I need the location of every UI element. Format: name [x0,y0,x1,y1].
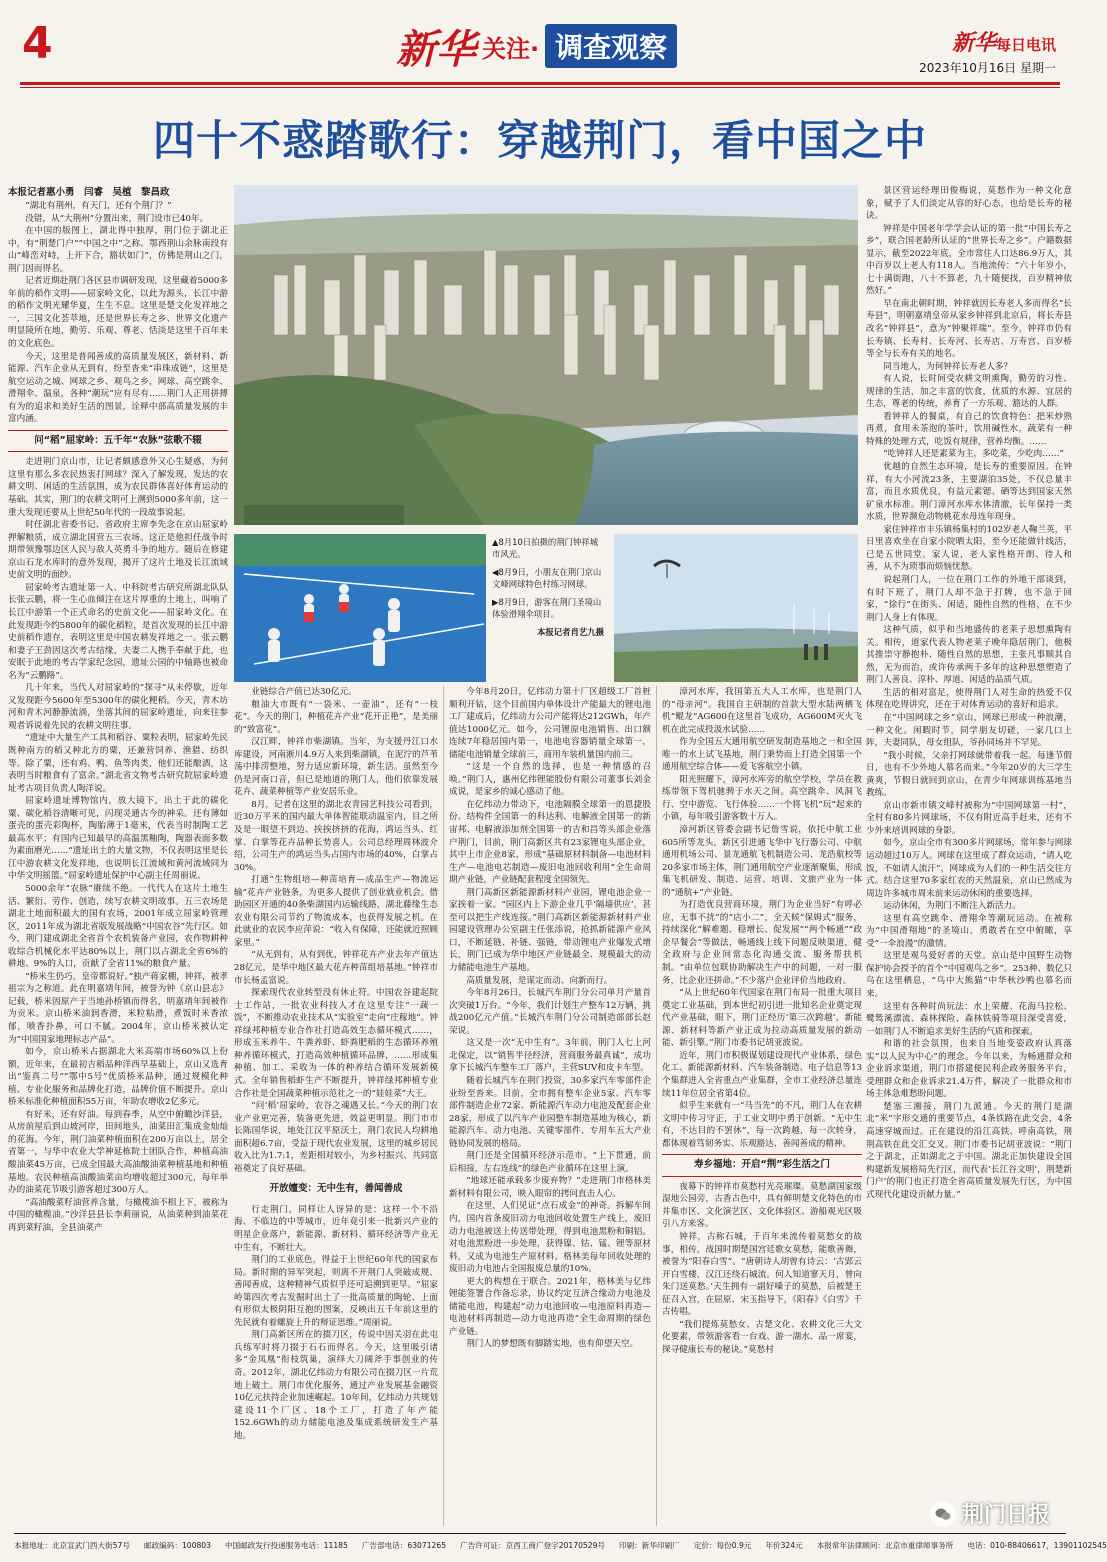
col1-top-paragraphs [8,200,228,426]
col4-bottom-paragraphs [662,1181,862,1357]
paragraph: 如今，京山全市有300多片网球场，常年参与网球运动超过10万人。网球在这里成了群众运动，“请人吃饭，不如请人流汗”，网球成为人们的一种生活交往方式。结合这里70多家红农的天然温泉，京山已然成为周边许多城市周末前来运动休闲的重要选择。 [866,838,1072,899]
paragraph: “高油酸菜籽油营养含量，与橄榄油不相上下，被称为中国的橄榄油。”沙洋县县长李莉丽说，从油菜种到油菜花再到菜籽油，全县油菜产 [8,1197,228,1233]
paragraph: 楚塞三湘接，荆门九派通。今天的荆门是湖北“米”字形交通的重要节点，4条铁路在此交会，4条高速穿城而过。正在建设的沿江高铁、呼南高铁，荆荆高铁在此交汇交叉。荆门市委书记胡亚波说：“荆门之于湖北，正如湖北之于中国。湖北正加快建设全国构建新发展格局先行区，而代表‘长江谷文明’，荆楚新门户’的荆门也正打造全省高质量发展先行区，为中国式现代化建设贡献力量。” [866,1101,1072,1200]
paragraph: 如今，京山桥米占据湖北大米高端市场60%以上份额，近年来，在最初吉稻品种洋西早基础上，京山又选育出“鉴真二号”“鄂中5号”优质桥米品种，通过规模化种植、专业化服务和品牌化打造，品牌价值不断提升。京山桥米标准化种植面积55万亩，年助农增收2亿多元。 [8,1047,228,1108]
col2-bottom-paragraphs [234,1204,438,1442]
brand-logo-text: 新华 [396,25,476,73]
paragraph: 荆门高新区所在的掇刀区，传说中因关羽在此屯兵练军时将刀掇于石石而得名。今天，这里吸引诸多“金凤凰”衔枝筑巢，演绎大刀阔斧手事创业的传奇。2012年，湖北亿纬动力有限公司在掇刀区一片荒地上破土。荆门市优化服务，通过产业发展基金融资10亿元扶持企业加速崛起。10年间，亿纬动力共规划建设11个厂区、18个工厂，打造了年产能152.6GWh的动力储能电池及集成系统研发生产基地。 [234,1330,438,1441]
footer-item: 定价：每份0.9元 [693,1541,752,1550]
paragraph: 这里是观鸟爱好者的天堂。京山是中国野生动物保护协会授予的首个“中国观鸟之乡”。253种、数亿只鸟在这里栖息，“鸟中大熊猫”中华秋沙鸭也慕名而来。 [866,951,1072,999]
paragraph: “吃钟祥人还是素菜为主，多吃菜，少吃肉……” [883,449,1064,460]
paragraph: 似乎生来就有一“马当先”的不凡，荆门人在农耕文明中传习守正，于工业文明中勇于创新。“无中生有，不达目的不罢休”，每一次跨越，每一次转身，都体现着笃韧务实、乐观豁达、善闻善成的精神。 [662,1101,862,1149]
paragraph: 今年8月20日，亿纬动力第十厂区超级工厂首桩顺利开钻，这个目前国内单体设计产能最大的锂电池工厂建成后，亿纬动力公司产能将达212GWh，年产值达1000亿元。如今，公司锂原电池销售、出口额连续7年稳居国内第一，电池电容器销量全球第一，储能电池销量全球前三，商用车装机量国内前三。 [449,687,651,760]
paragraph: 汉江畔，钟祥市柴湖镇。当年，为支援丹江口水库建设，河南淅川4.9万人来到柴湖镇，在泥泞的芦苇荡中排涝整地，努力适应新环境，新生活。虽然至今仍是河南口音，但已是地道的荆门人，他们依靠发展花卉、蔬菜种植等产业安居乐业。 [234,737,438,798]
paragraph: 钟祥是中国老年学学会认证的第一批“中国长寿之乡”，联合国老龄所认证的“世界长寿之乡”。户籍数据显示，截至2022年底，全市常住人口达86.9万人，其中百岁以上老人有118人。当地流传：“六十年岁小，七十满街跑，八十不算老，九十随便找，百岁精神依然好。” [866,223,1072,297]
paragraph: “遗址中大量生产工具和稻谷、粟粒表明，屈家岭先民既种南方的稻又种北方的粟，还兼营饲养、渔猎、纺织等。除了粟，还有鸡、鸭、鱼等肉类，他们还能酿酒，这表明当时粮食有了富余。”湖北省文物考古研究院屈家岭遗址考古项目负责人陶洋说。 [8,733,228,794]
watermark-text: 荆门日报 [961,1503,1050,1528]
paragraph: 粮油大市既有“一袋米、一壶油”，还有“一枝花”。今天的荆门，种植花卉产业“花开正艳”，是美丽的“致富花”。 [234,699,438,735]
col5-paragraphs [866,185,1072,1201]
photo-credit: 本报记者肖艺九摄 [537,627,604,637]
issue-date: 2023年10月16日 星期一 [919,61,1056,75]
paragraph: 荆门还是全国循环经济示范市。“上下贯通，前后相接，左右连线”的绿色产业循环在这里上演。 [449,1151,651,1174]
paragraph: 看钟祥人的餐桌，有自己的饮食特色：把米炒熟再煮，食用未茶泡的茶叶，饮用碱性水，蔬菜有一种特殊的处理方式，吃饭有规律，营养均衡。…… [866,411,1072,447]
paragraph: 荆门的工业底色，得益于上世纪60年代的国家布局。新时期的异军突起，则离不开荆门人突破成规、善闻善成，这种精神气质似乎还可追溯到更早。“屈家岭第四次考古发掘时出土了一批高质量的陶轮、上面有形似太极阴阳互抱的图案，反映出五千年前这里的先民就有着螺旋上升的辩证思维。”周丽说。 [234,1255,438,1328]
source-watermark [930,1498,1050,1529]
paragraph: 这里有各种时尚玩法：水上荣耀、花海马拉松、鹭鸶溪漂流、森林探险、森林铁骑等项目深受喜爱，一如荆门人不断追求美好生活的气质和探索。 [866,1001,1072,1037]
column-divider [656,686,657,1526]
article-headline: 四十不惑踏歌行：穿越荆门，看中国之中 [152,116,927,165]
paragraph: 5000余年“农脉”赓续不绝。一代代人在这片土地生活、繁衍、劳作、创造，续写农耕文明故事。五三农场是湖北土地面积最大的国有农场，2001年成立屈家岭管理区，2011年成为湖北省版发展战略“中国农谷”先行区。如今，荆门建成湖北全省首个农机装备产业园，农作物耕种收综合机械化水平达80%以上，荆门以占湖北全省6%的耕地、9%的人口，贡献了全省11%的粮食产量。 [8,883,228,970]
paragraph: 近年，荆门市积极谋划建设现代产业体系，绿色化工、新能源新材料、汽车装备制造、电子信息等13个集群进入全省重点产业集群，全市工业经济总量连续11年位居全省第4位。 [662,1050,862,1099]
paragraph: 优越的自然生态环境，是长寿的重要原因。在钟祥，有大小河流23条，主要湖泊35处，不仅总量丰富，而且水质优良，有益元素锶、硒等达到国家天然矿泉水标准。荆门漳河水库水体清澈，长年保持一类水质，世界濒危动物桃花水母连年现身。 [866,462,1072,523]
paragraph: “桥米生仍巧，皇帝都说好。”独产蒋家棚，钟祥，被孝祖宗为之称道。此在明嘉靖年间，被誉为钟《京山县志》记载，桥米因原产于当地孙桥镇而得名，明嘉靖年间被作为贡米。京山桥米油润香滑，米粒粘滑，煮饭时米香浓郁，喷香扑鼻，可口不腻。2004年，京山桥米被认定为“中国国家地理标志产品”。 [8,971,228,1045]
footer-info [14,1540,1107,1551]
paragraph: “从上世纪60年代国家在荆门布局一批重大项目奠定工业基础，到本世纪初引进一批知名企业奠定现代产业基础，眼下，荆门正经历‘第三次跨越’，新能源、新材料等新产业正成为拉动高质量发展的新动能、新引擎。”荆门市委书记胡亚波说。 [662,988,862,1049]
paraglide-photo [614,534,858,682]
paragraph: 说起荆门人，一位在荆门工作的外地干部谈到，有时下班了，荆门人却不急于打牌，也不急于回家，“徐行”在街头、闲适，随性自然的性格，在不少荆门人身上有体现。 [866,574,1072,623]
paragraph: “我小时候，父亲打网球就带着我一起。每逢节假日，也有不少外地人慕名而来。”今年20岁的大三学生黄爽，节假日就回到京山，在青少年网球训练基地当教练。 [866,750,1072,799]
header-rule [20,82,1060,85]
paper-name: 新华每日电讯 [951,30,1056,56]
tennis-kids-photo [234,534,486,682]
column-divider [443,686,444,1526]
footer-item: 中国邮政发行投递服务电话：11185 [224,1541,348,1550]
subheading-1: 问“稻”屈家岭：五千年“农脉”弦歌不辍 [8,430,228,453]
paragraph: 更大的构想在于联合。2021年，格林美与亿纬锂能签署合作备忘录，协议约定互济合缘动力电池及储能电池，构建起“动力电池回收—电池原料再造—电池材料再制造—动力电池再造”全生命周期的绿色产业链。 [449,1276,651,1337]
main-city-photo [234,185,858,525]
paragraph: 高质量发展，是谋定而动、向新而行。 [466,975,613,986]
paragraph: 同当地人，为何钟祥长寿老人多？ [883,361,1013,372]
paragraph: 阳光照耀下，漳河水库旁的航空学校，学员在教练带领下驾机驰骋于水天之间。高空跳伞、风洞飞行、空中游览、飞行体验……一个将飞机“玩”起来的小镇，每年吸引游客数十万人。 [662,774,862,823]
paragraph: 这里有高空跳伞、滑翔伞等潮玩运动。在被称为“中国滑翔地”的圣境山，勇敢者在空中俯瞰，享受“一伞浪漫”的激情。 [866,913,1072,949]
footer-item: 本报常年法律顾问：北京市重律师事务所 [816,1541,954,1550]
subheading-2: 开放嬗变：无中生有，善闻善成 [269,1183,403,1195]
article-byline: 本报记者惠小勇 闫睿 吴植 黎昌政 [8,187,170,198]
city-aerial-photo [234,185,858,525]
paragraph: “从无到有，从有到优，钟祥花卉产业去年产值达28亿元，是华中地区最大花卉种苗组培基地。”钟祥市市长杨孟富说。 [234,950,438,986]
tennis-photo [234,534,486,682]
paragraph: 荆门高新区新能源新材料产业园，锂电池企业一家挨着一家。“园区内上下游企业几乎‘隔墙供应’，甚至可以把生产线连接。”荆门高新区新能源新材料产业园建设管理办公室副主任张添说，抢抓新能源产业风口，不断延链、补链、强链，带动锂电产业爆发式增长，荆门已成为华中地区产业链最全、规模最大的动力储能电池生产基地。 [449,887,651,974]
paragraph: 景区营运经理田俊梅说，莫愁作为一种文化意象，赋予了人们淡定从容的好心态，也给是长寿的秘诀。 [866,186,1072,222]
paragraph: “我们提炼莫愁女、古楚文化、农耕文化三大文化要素，带领游客看一台戏、游一湖水、品一席宴，探寻健康长寿的秘诀。”莫愁村 [662,1319,862,1355]
article-column-1 [8,200,228,1526]
paragraph: 在“中国网球之乡”京山，网球已形成一种浪潮，一种文化。闲暇时节，同学朋友切磋，一家几口上阵，夫妻同队，母女组队，爷孙同场并不罕见。 [866,712,1072,749]
paragraph: 家住钟祥市丰乐镇杨集村的102岁老人鞠兰英，平日里喜欢坐在自家小院晒太阳，至今还能做针线活，已是五世同堂。家人说，老人家性格开朗、待人和善，从不为琐事而烦恼忧愁。 [866,524,1072,573]
paragraph: 记者近期赴荆门各区县市调研发现，这里藏着5000多年前的稻作文明——屈家岭文化，以此为源头，长江中游的稻作文明光耀华夏，生生不息。这里是楚文化发祥地之一，三国文化荟萃地，还是世界长寿之乡、世界文化遗产明显陵所在地，勤劳、乐观、尊老、恬淡是这里千百年来的文化底色。 [8,276,228,350]
footer-rule [14,1533,1066,1534]
section-title: 调查观察 [545,24,677,68]
wechat-icon [930,1501,956,1527]
page-number: 4 [22,18,53,69]
col3-paragraphs [449,686,651,1351]
paragraph: “湖北有荆州，有天门，还有个荆门？” [25,201,172,211]
caption-3: ▶8月9日，游客在荆门圣境山体验滑翔伞项目。 [492,597,602,619]
paragraph: 在亿纬动力带动下，电池隔膜全球第一的恩捷股份、结构件全国第一的科达利、电解液全国第一的新宙邦、电解液添加剂全国第一的吉和昌等头部企业落户荆门，目前，荆门高新区共有23家锂电头部企业，其中上市企业8家，形成“基础原材料制备—电池材料生产—电池电芯制造—废旧电池回收利用”全生命周期产业链，产业链配套程度全国领先。 [449,799,651,886]
paper-info [919,26,1056,76]
paragraph: 和谐的社会氛围，也来自当地变姿政府认真落实“以人民为中心”的理念。今年以来，为畅通群众和企业诉求渠道，荆门市搭建便民利企政务服务平台，受理群众和企业诉求21.4万件，解决了一批群众和市场主体急难愁盼问题。 [866,1039,1072,1100]
col4-top-paragraphs [662,686,862,1150]
paragraph: 钟祥，古称石城，千百年来流传着莫愁女的故事，相传，战国时期楚国宫廷歌女莫愁，能歌善舞，被誉为“阳春白雪”。“唐朝诗人胡曾有诗云：‘古郢云开白雪楼，汉江还绕石城流。何人知道寥天月，曾向朱门送莫愁。’天生拥有一副好嗓子的莫愁，后被楚王征召入宫，在屈原、宋玉指导下，《阳春》《白雪》千古传唱。 [662,1231,862,1318]
section-masthead [396,18,677,74]
paragraph: “问‘稻’屈家岭，农谷之魂遇又长。”今天的荆门农业产业更完善，装备更先进，效益更明显。荆门市市长陈国华说，地处江汉平原沃土，荆门农民人均耕地面积超6.7亩，受益于现代农业发展，这里的城乡居民收入比为1.7:1，差距相对较小，为乡村振兴、共同富裕奠定了良好基础。 [234,1101,438,1174]
footer-item: 邮政编码：100803 [143,1541,211,1550]
footer-item: 广告许可证：京西工商广登字20170529号 [460,1541,606,1550]
col2-paragraphs [234,686,438,1175]
col1-bottom-paragraphs [8,456,228,1234]
paragraph: 京山市新市镇文峰村被称为“中国网球第一村”，全村有80多片网球场，不仅有附近高手赶来，还有不少外来培训网球的身影。 [866,800,1072,836]
paragraph: 这又是一次“无中生有”。3年前，荆门人七上河北保定，以“销售半径经济，营商服务最真诚”，成功拿下长城汽车整车工厂落户，主营SUV和皮卡车型。 [449,1038,651,1074]
paragraph: 业链综合产值已达30亿元。 [251,687,357,697]
article-column-5 [866,185,1072,1526]
paragraph: 探索现代农业转型没有休止符。中国农谷建起院士工作站，一批农业科技人才在这里专注“一蔬一饭”，不断推动农业技术从“实验室”走向“庄稼地”。钟祥绿邦种植专业合作社打造高效生态循环模式……，形成玉米养牛、牛粪养虾、虾粪肥稻的生态循环养殖种养循环模式，打造高效种植循环品牌，……形成集种植、加工、采收为一体的种养结合循环发展新模式。全年销售稻虾生产不断提升，钟祥绿邦种植专业合作社是全国蔬菜种植示范社之一的“娃娃菜”大王。 [234,988,438,1099]
paragraph: 打通“生物组培—种苗培育—成品生产—物流运输”花卉产业链条，为更多人提供了创业就业机会。借助园区开通的40条柴湖国内运输线路，湖北藤缘生态农业有限公司节约了物流成本，也获得发展之机。在此就业的农民李应萍说：“收入有保障，还能就近照顾家里。” [234,875,438,948]
paragraph: 时任湖北省委书记、省政府主席李先念在京山屈家岭押解粮质，成立湖北国营五三农场。这正是他担任战争时期带领豫鄂边区人民与敌人英勇斗争的地方。随后在修建京山石龙水库时的意外发现，揭开了这片土地及长江流域史前文明的面纱。 [8,520,228,581]
paragraph: 随着长城汽车在荆门投资，30多家汽车零部件企业纷至沓来。目前，全市拥有整车企业5家、汽车零部件制造企业72家、新能源汽车动力电池及配套企业28家，形成了以汽车产业园整车制造基地为核心，新能源汽车、动力电池、关键零部件、专用车五大产业链协同发展的格局。 [449,1075,651,1149]
paragraph: 早在南北朝时期，钟祥就因长寿老人多而得名“长寿县”，明朝嘉靖皇帝从家乡钟祥到北京后，将长寿县改名“钟祥县”，意为“钟聚祥瑞”。至今，钟祥市仍有长寿镇、长寿村、长寿河、长寿店、万寿宫、百岁桥等全与长寿有关的地名。 [866,298,1072,360]
paragraph: 几十年来，当代人对屈家岭的“探寻”从未停歇，近年又发现距今5600年至5300年的碳化粳稻。今天，青木坊河和青木河静静流淌，坐落其间的屈家岭遗址，向来往参观者诉说着先民的农耕文明往事。 [8,683,228,731]
brand-sub-title: 关注· [482,34,540,63]
paragraph: 8月，记者在这里的湖北农青园艺科技公司看到，近30万平米的国内最大单体智能联动温室内，目之所及是一眼望不到边、挨挨挤挤的花海，鸿运当头、红掌、白掌等花卉品种长势喜人。公司总经理周林波介绍，公司生产的鸿运当头占国内市场的40%，白掌占30%。 [234,799,438,873]
footer-item: 印刷：新华印刷厂 [619,1541,680,1550]
paragraph: “这是一个自然的选择，也是一种情感的召唤。”荆门人，惠州亿纬锂能股份有限公司董事长刘金成说，是家乡的诚心感动了他。 [449,762,651,798]
paragraph: 在这里，人们见证“点石成金”的神奇。拆解车间内，国内首条废旧动力电池回收处置生产线上，废旧动力电池被送上传送带处理，得到电池黑粉和铜铝。对电池黑粉进一步处理，获得镍、钴、锰、锂等原材料，又成为电池生产原材料。格林美每年回收处理的废旧动力电池占全国报废总量的10%。 [449,1201,651,1275]
paragraph: 屈家岭考古遗址第一人、中科院考古研究所湖北队队长张云鹏，将一生心血倾注在这片厚重的土地上，叫响了长江中游第一个正式命名的史前文化——屈家岭文化。在此发现距今约5800年的碳化稻粒，是首次发现的长江中游史前稻作遗存，表明这里是中国农耕发祥地之一。张云鹏和妻子王劲因这次考古结缘，夫妻二人携手奉献于此，也安眠于此地的考古学家纪念园，遗址公园的中轴路也被命名为“云鹏路”。 [8,582,228,681]
paragraph: 今年8月26日，长城汽车荆门分公司单月产量首次突破1万台。“今年，我们计划生产整车12万辆，挑战200亿元产值。”长城汽车荆门分公司制造部部长赵荣说。 [449,988,651,1036]
paragraph: 有好米，还有好油。每到春季，从空中俯瞰沙洋县，从房前屋后到山坡河岸，田间地头，油菜田汇集成金灿灿的花海。今年，荆门油菜种植面积在200万亩以上，居全省第一，与华中农业大学神延栋院士团队合作，种植高油酸油菜45万亩，已成全国最大高油酸油菜种植基地和种植基地。农民种植高油酸油菜亩均增收超过300元，每年举办的油菜花节吸引游客超过300万人。 [8,1109,228,1196]
paragraph: 这种气质，似乎和当地盛传的老莱子思想熏陶有关。相传，道家代表人物老莱子晚年隐居荆门，他极其推崇守静抱朴、随性自然的思想，主张凡事顺其自然，无为而治，或许传承两千多年的这种思想塑造了荆门人善良、淳朴、厚道、闲适的品质气质。 [866,625,1072,686]
paragraph: 没错，从“大荆州”分置出来，荆门设市已40年。 [25,213,209,224]
paragraph: 生活的相对富足，使得荆门人对生命的热爱不仅体现在吃得讲究，还在于对体育运动的喜好和追求。 [866,687,1072,711]
paragraph: 今天，这里是普闻善成的高质量发展区，新材料、新能源、汽车企业从无到有，纷至沓来“串珠成链”，这里是航空运动之城、网球之乡、观鸟之乡，网球、高空跳伞、滑翔伞、温泉，各种“潮玩”应有尽有……荆门人正用拼搏有为的追求和美好生活的图景，诠释中部高质量发展的丰富内涵。 [8,351,228,425]
subheading-3: 寿乡福地：开启“荆”彩生活之门 [662,1154,862,1177]
article-column-3 [449,686,651,1526]
footer-item: 本报地址：北京宣武门西大街57号 [14,1541,130,1550]
paragraph: 荆门人的梦想既有脚踏实地，也有仰望天空。 [466,1339,639,1350]
article-column-2 [234,686,438,1526]
paragraph: 漳河水库，我国第五大人工水库，也是荆门人的“母亲河”。我国自主研制的首款大型水陆两栖飞机“鲲龙”AG600在这里首飞成功，AG600M灭火飞机在此完成投汲水试验…… [662,687,862,735]
caption-2: ◀8月9日，小朋友在荆门京山文峰网球特色村练习网球。 [492,567,602,589]
photo-captions [492,536,604,638]
paraglider-hill-photo [614,534,858,682]
header-rule-thin [20,87,1060,88]
article-column-4 [662,686,862,1526]
paragraph: 行走荆门，同样让人讶异的是：这样一个不沿海、不临边的中等城市，近年竟引来一批新兴产业的明星企业落户，新能源、新材料、循环经济等产业无中生有，不断壮大。 [234,1204,438,1253]
paragraph: 在中国的版图上，湖北得中独厚，荆门位于湖北正中，有“荆楚门户”“中国之中”之称。鄂西荆山余脉南段有山“峰峦对峙，上开下合，豁状如门”，仿佛是荆山之门，荆门因而得名。 [8,226,228,274]
paragraph: 运动休闲，为荆门不断注入新活力。 [883,901,1021,912]
paragraph: 为打造优良营商环境，荆门为企业当好“有呼必应，无事不扰”的“店小二”，全天候“保姆式”服务，持续深化“解难题、稳增长、促发展”“两个畅通”“政企早餐会”等做法，畅通线上线下问题反映渠道，健全政府与企业间常态化沟通交流、服务帮扶机制。“由单位包联协助解决生产中的问题，一对一服务，比企业还拼命。”不少落户企业评价当地政府。 [662,900,862,986]
footer-item: 广告部电话：63071265 [361,1541,447,1550]
footer-item: 电话：010-88406617，13901102545 [967,1541,1107,1550]
paragraph: 夜幕下的钟祥市莫愁村光亮璀璨。莫愁湖国家级湿地公园旁，古香古色中，具有鲜明楚文化特色的市井集市区、文化演艺区、文化体验区、游船观光区吸引八方来客。 [662,1181,862,1230]
paragraph: “地球还能承载多少废弃物？”走进荆门市格林美新材料有限公司，映入眼帘的拷问直击人心。 [449,1176,651,1199]
caption-1: ▲8月10日拍摄的荆门钟祥城市风光。 [492,537,599,559]
paragraph: 走进荆门京山市，让记者颇感意外又心生疑惑，为何这里有那么多农民热衷打网球？深入了解发现，发达的农耕文明、闲适的生活氛围，成为农民群体喜好体育运动的基础。其实，荆门的农耕文明可上溯到5000多年前，这一重大发现还要从上世纪50年代的一段故事说起。 [8,457,228,518]
paragraph: 漳河新区管委会副书记詹雪说，依托中航工业605所等龙头，新区引进通飞华中飞行器公司、中航通用机场公司、景龙通航飞机制造公司、龙浩航校等20多家市场主体，荆门通用航空产业逐渐聚集，形成集飞机研发、制造、运营、培训、文旅产业为一体的“通航+”产业链。 [662,825,862,898]
paragraph: 有人说，长时间受农耕文明熏陶，勤劳的习性、规律的生活，加之丰富的饮食，优质的水源、宜居的生态，尊老的传统，养育了一方乐观、豁达的人群。 [866,374,1072,410]
paragraph: 作为全国五大通用航空研发制造基地之一和全国唯一的水上试飞基地，荆门秉势而上打造全国第一个通用航空综合体——爱飞客航空小镇。 [662,737,862,773]
paragraph: 屈家岭遗址博物馆内，放大镜下，出土于此的碳化粟、碳化稻谷清晰可见，闪现灵通古今的神采。还有薄如蛋壳的蛋壳彩陶杯，陶胎薄于1毫米，代表当时制陶工艺最高水平；有国内已知最早的高温黑釉陶，陶器表面多数为素面磨光……“遗址出土的大量文物，不仅表明这里是长江中游农耕文化发祥地，也说明长江流域和黄河流域同为中华文明摇篮。”屈家岭遗址保护中心副主任周丽说。 [8,796,228,882]
footer-item: 年价324元 [765,1541,803,1550]
